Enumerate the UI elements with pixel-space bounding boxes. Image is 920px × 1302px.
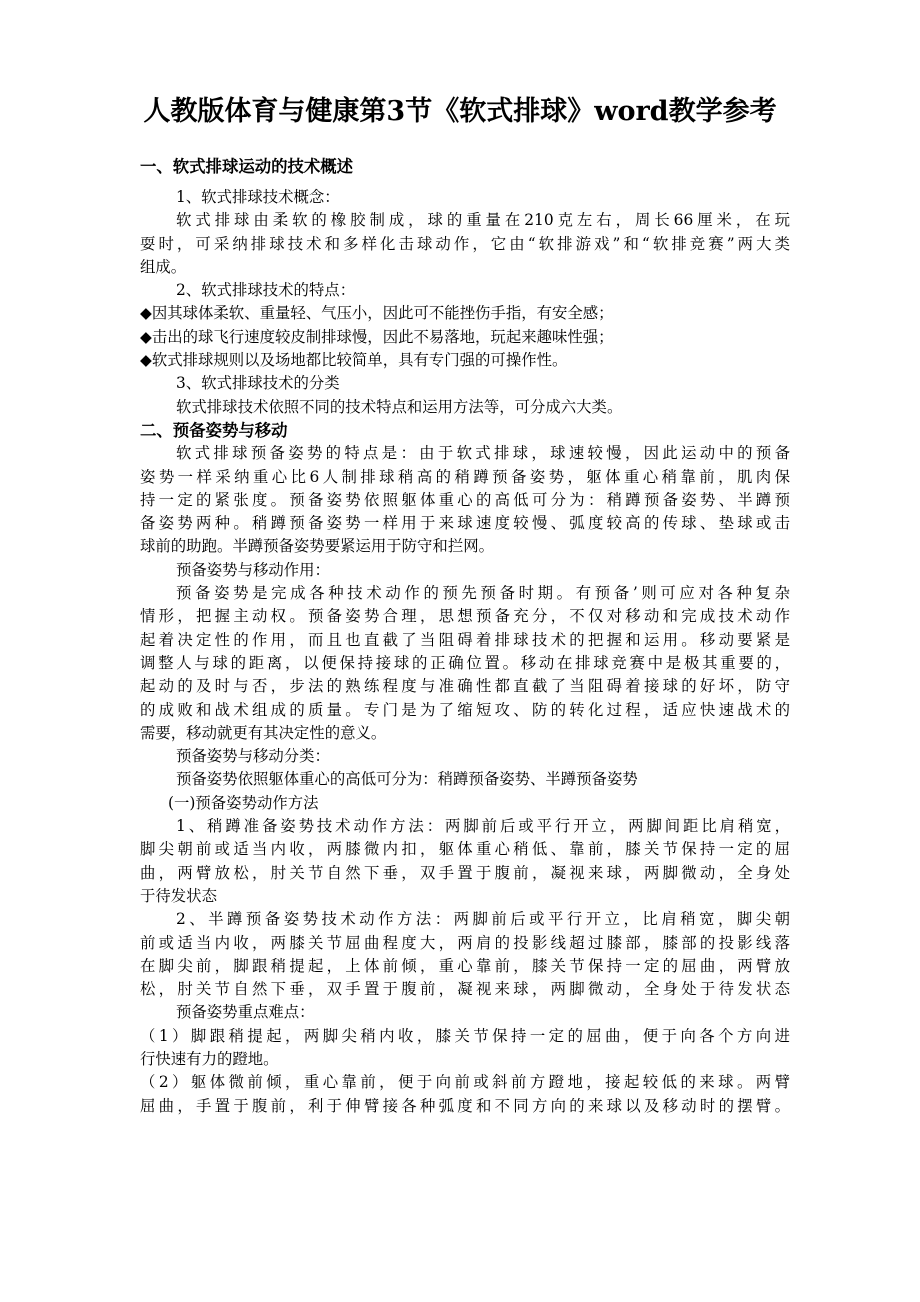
paragraph-line: 球前的助跑。半蹲预备姿势要紧运用于防守和拦网。 (140, 537, 494, 556)
bullet-item: ◆因其球体柔软、重量轻、气压小，因此可不能挫伤手指，有安全感； (140, 304, 614, 323)
subheading: 3、软式排球技术的分类 (176, 374, 340, 393)
paragraph-line: 软式排球预备姿势的特点是：由于软式排球，球速较慢，因此运动中的预备 (176, 444, 790, 463)
paragraph-line: 耍时，可采纳排球技术和多样化击球动作，它由“软排游戏”和“软排竞赛”两大类 (140, 234, 790, 253)
subheading: 预备姿势与移动分类： (176, 747, 330, 766)
paragraph-line: 姿势一样采纳重心比6人制排球稍高的稍蹲预备姿势，躯体重心稍靠前，肌肉保 (140, 467, 790, 486)
paragraph-line: 起着决定性的作用，而且也直截了当阻碍着排球技术的把握和运用。移动要紧是 (140, 630, 790, 649)
paragraph-line: （2）躯体微前倾，重心靠前，便于向前或斜前方蹬地，接起较低的来球。两臂 (140, 1073, 790, 1092)
paragraph-line: 1、稍蹲准备姿势技术动作方法：两脚前后或平行开立，两脚间距比肩稍宽， (176, 817, 790, 836)
paragraph-line: 曲，两臂放松，肘关节自然下垂，双手置于腹前，凝视来球，两脚微动，全身处 (140, 863, 790, 882)
paragraph-line: 松，肘关节自然下垂，双手置于腹前，凝视来球，两脚微动，全身处于待发状态 (140, 980, 790, 999)
paragraph-line: 备姿势两种。稍蹲预备姿势一样用于来球速度较慢、弧度较高的传球、垫球或击 (140, 514, 790, 533)
bullet-item: ◆击出的球飞行速度较皮制排球慢，因此不易落地，玩起来趣味性强； (140, 327, 614, 346)
paragraph-line: （1）脚跟稍提起，两脚尖稍内收，膝关节保持一定的屈曲，便于向各个方向进 (140, 1026, 790, 1045)
paragraph-line: 调整人与球的距离，以便保持接球的正确位置。移动在排球竞赛中是极其重要的， (140, 653, 790, 672)
subheading: (一)预备姿势动作方法 (168, 793, 319, 812)
paragraph-line: 软式排球由柔软的橡胶制成，球的重量在210克左右，周长66厘米，在玩 (176, 211, 790, 230)
paragraph-line: 在脚尖前，脚跟稍提起，上体前倾，重心靠前，膝关节保持一定的屈曲，两臂放 (140, 956, 790, 975)
paragraph-line: 起动的及时与否，步法的熟练程度与准确性都直截了当阻碍着接球的好坏，防守 (140, 677, 790, 696)
document-title: 人教版体育与健康第3节《软式排球》word教学参考 (143, 96, 777, 127)
paragraph-line: 于待发状态 (140, 886, 217, 905)
paragraph-line: 屈曲，手置于腹前，利于伸臂接各种弧度和不同方向的来球以及移动时的摆臂。 (140, 1096, 790, 1115)
subheading: 2、软式排球技术的特点： (176, 281, 356, 300)
paragraph-line: 需要，移动就更有其决定性的意义。 (140, 723, 387, 742)
section-heading-1: 一、软式排球运动的技术概述 (140, 157, 354, 176)
paragraph-line: 软式排球技术依照不同的技术特点和运用方法等，可分成六大类。 (176, 397, 623, 416)
document-body (140, 148, 790, 1118)
paragraph-line: 前或适当内收，两膝关节屈曲程度大，两肩的投影线超过膝部，膝部的投影线落 (140, 933, 790, 952)
paragraph-line: 组成。 (140, 257, 187, 276)
paragraph-line: 预备姿势是完成各种技术动作的预先预备时期。有预备’则可应对各种复杂 (176, 584, 790, 603)
subheading: 1、软式排球技术概念： (176, 188, 340, 206)
paragraph-line: 行快速有力的蹬地。 (140, 1049, 279, 1068)
paragraph-line: 情形，把握主动权。预备姿势合理，思想预备充分，不仅对移动和完成技术动作 (140, 607, 790, 626)
subheading: 预备姿势与移动作用： (176, 560, 330, 579)
section-heading-2: 二、预备姿势与移动 (140, 420, 288, 440)
paragraph-line: 脚尖朝前或适当内收，两膝微内扣，躯体重心稍低、靠前，膝关节保持一定的屈 (140, 840, 790, 859)
paragraph-line: 预备姿势依照躯体重心的高低可分为：稍蹲预备姿势、半蹲预备姿势 (176, 770, 638, 789)
paragraph-line: 持一定的紧张度。预备姿势依照躯体重心的高低可分为：稍蹲预备姿势、半蹲预 (140, 490, 790, 509)
paragraph-line: 的成败和战术组成的质量。专门是为了缩短攻、防的转化过程，适应快速战术的 (140, 700, 790, 719)
paragraph-line: 2、半蹲预备姿势技术动作方法：两脚前后或平行开立，比肩稍宽，脚尖朝 (176, 910, 790, 929)
bullet-item: ◆软式排球规则以及场地都比较简单，具有专门强的可操作性。 (140, 351, 568, 370)
subheading: 预备姿势重点难点： (176, 1003, 315, 1022)
